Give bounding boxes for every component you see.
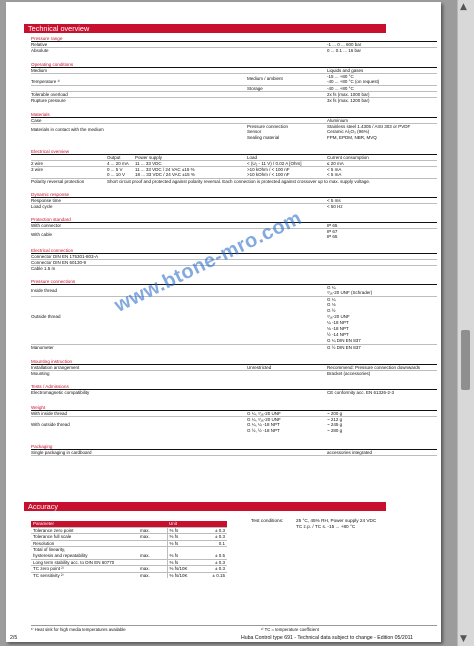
- table-row: Temperature ¹⁾ Medium / ambient -40 ... +80 °C (on request): [31, 76, 380, 84]
- operating-conditions-title: Operating conditions: [31, 62, 74, 67]
- table-row: Tolerance zero point max. % fs ± 0.3: [33, 527, 225, 533]
- table-row: G ⅛: [327, 302, 336, 307]
- table-row: 3 wire 0 ... 5 V 11 ... 33 VDC / 24 VAC ±15 % >10 kOhm / < 100 nF < 5 mA: [31, 166, 437, 173]
- table-row: Long term stability acc. to DIN EN 60770 % fs ± 0.3: [33, 559, 225, 565]
- table-row: Polarity reversal protection Short circuit proof and protected against polarity reversal. Each connection is protected against crossover up to max. supply voltage.: [31, 178, 437, 185]
- table-row: Absolute 0 ... 0.1 ... 16 bar: [31, 47, 437, 54]
- table-row: G ¼: [31, 296, 437, 303]
- table-row: Total of linearity,: [31, 547, 227, 553]
- technical-overview-header: [24, 24, 439, 33]
- table-row: Response time < 5 ms: [31, 197, 437, 204]
- table-row: G ½, ½ -18 NPT ~ 280 g: [247, 428, 343, 433]
- table-row: G ¼, ⁷⁄₁₆-20 UNF ~ 212 g: [31, 416, 437, 423]
- pressure-connections-title: Pressure connections: [31, 279, 76, 284]
- scroll-up-icon[interactable]: ▲: [460, 2, 467, 12]
- table-row: Electromagnetic compatibility CE conformity acc. EN 61326-2-3: [31, 389, 437, 396]
- table-row: Inside thread G ¼: [31, 284, 437, 291]
- pressure-range-title: Pressure range: [31, 36, 63, 41]
- electrical-overview-title: Electrical overview: [31, 149, 70, 154]
- table-row: Single packaging in cardboard accessories integrated: [31, 449, 437, 456]
- divider: [31, 455, 437, 456]
- footnote: ²⁾ TC = temperature coefficient: [261, 627, 319, 632]
- section-title: Accuracy: [28, 502, 59, 511]
- scroll-thumb[interactable]: [461, 330, 470, 390]
- footnote-divider: [31, 625, 437, 626]
- table-row: With cable IP 67: [31, 228, 437, 235]
- tests-admissions-title: Tests / Admissions: [31, 384, 69, 389]
- accuracy-header: [24, 502, 439, 511]
- table-row: ¼ -18 NPT: [327, 320, 349, 325]
- table-row: 2 wire 4 ... 20 mA 11 ... 33 VDC < (U₂ - 11 V) / 0.02 A [Ohm] ≤ 20 mA: [31, 160, 437, 167]
- header-tab: [382, 24, 439, 33]
- footnote: ¹⁾ Heat sink for high media temperatures available: [31, 627, 126, 632]
- table-row: G ½: [327, 308, 336, 313]
- table-row: Tolerance full scale max. % fs ± 0.3: [33, 534, 225, 540]
- table-row: TC sensitivity ²⁾ max. % fs/10K ± 0.15: [33, 572, 225, 578]
- table-row: Connector DIN EN 60130-9: [31, 259, 437, 266]
- test-conditions-value: TC z.p. / TC s. -15 ... +80 °C: [296, 524, 356, 529]
- table-row: TC zero point ²⁾ max. % fs/10K ± 0.3: [33, 566, 225, 572]
- packaging-title: Packaging: [31, 444, 53, 449]
- materials-title: Materials: [31, 112, 50, 117]
- document-page: [6, 2, 441, 642]
- table-row: Materials in contact with the medium Sensor Ceramic Al₂O₃ (96%): [31, 127, 370, 134]
- weight-title: Weight: [31, 405, 46, 410]
- table-row: Outside thread ⁷⁄₁₆-20 UNF: [31, 314, 350, 319]
- table-row: -15 ... +80 °C: [31, 73, 437, 80]
- table-row: IP 65: [327, 234, 338, 239]
- page-footer-text: Huba Control type 691 - Technical data subject to change - Edition 05/2011: [241, 635, 413, 641]
- table-row: Cable 1.5 m: [31, 265, 437, 272]
- vertical-scrollbar[interactable]: [457, 0, 474, 646]
- header-tab: [382, 502, 439, 511]
- table-row: Resolution % fs 0.1: [33, 540, 225, 546]
- test-conditions-value: 25 °C, 45% RH, Power supply 24 VDC: [296, 518, 377, 523]
- table-row: With outside thread G ¼, ¼ -18 NPT ~ 245 g: [31, 422, 343, 427]
- table-row: Medium Liquids and gases: [31, 67, 437, 74]
- table-row: Connector DIN EN 175301-803-A: [31, 253, 437, 260]
- table-row: hysteresis and repeatability max. % fs ± 0.5: [33, 552, 225, 558]
- table-row: Rupture pressure 3x fs (max. 1200 bar): [31, 97, 437, 104]
- table-row: ⁷⁄₁₆-20 UNF (Schrader): [327, 290, 373, 295]
- table-row: Case Aluminium: [31, 117, 437, 124]
- scroll-down-icon[interactable]: ▼: [460, 634, 467, 644]
- table-row: Manometer G ½ DIN EN 837: [31, 344, 437, 351]
- mounting-instruction-title: Mounting instruction: [31, 359, 73, 364]
- table-row: ⅛ -18 NPT: [327, 326, 349, 331]
- table-row: Sealing material FPM, EPDM, NBR, MVQ: [247, 135, 377, 140]
- protection-standard-title: Protection standard: [31, 217, 71, 222]
- section-title: Technical overview: [28, 24, 90, 33]
- table-row: Relative -1 ... 0 ... 600 bar: [31, 41, 437, 48]
- table-row: ½ -14 NPT: [327, 332, 349, 337]
- dynamic-response-title: Dynamic response: [31, 192, 70, 197]
- table-row: Load cycle < 50 Hz: [31, 203, 437, 210]
- watermark: www.btone-mro.com: [111, 206, 306, 317]
- page-number: 2/5: [10, 635, 18, 641]
- test-conditions-label: Test conditions:: [251, 518, 284, 523]
- table-row: Installation arrangement Unrestricted Recommend: Pressure connection downwards: [31, 364, 437, 371]
- table-header-row: Parameter Unit: [31, 521, 227, 527]
- table-header-row: Output Power supply Load Current consumption: [31, 154, 437, 161]
- table-row: G ¼ DIN EN 837: [327, 338, 361, 343]
- table-row: With connector IP 65: [31, 222, 437, 229]
- table-row: Pressure connection Stainless steel 1.4305 / AISI 303 or PVDF: [31, 123, 437, 130]
- accuracy-table: [31, 521, 227, 578]
- electrical-connection-title: Electrical connection: [31, 248, 74, 253]
- table-row: Tolerable overload 2x fs (max. 1000 bar): [31, 91, 437, 98]
- table-row: With inside thread G ¼, ⁷⁄₁₆-20 UNF ~ 200 g: [31, 410, 437, 417]
- table-row: Mounting Bracket (accessories): [31, 370, 437, 377]
- table-row: 0 ... 10 V 18 ... 33 VDC / 24 VAC ±15 % >10 kOhm / < 100 nF < 5 mA: [107, 172, 342, 177]
- table-row: Storage -40 ... +80 °C: [31, 85, 437, 92]
